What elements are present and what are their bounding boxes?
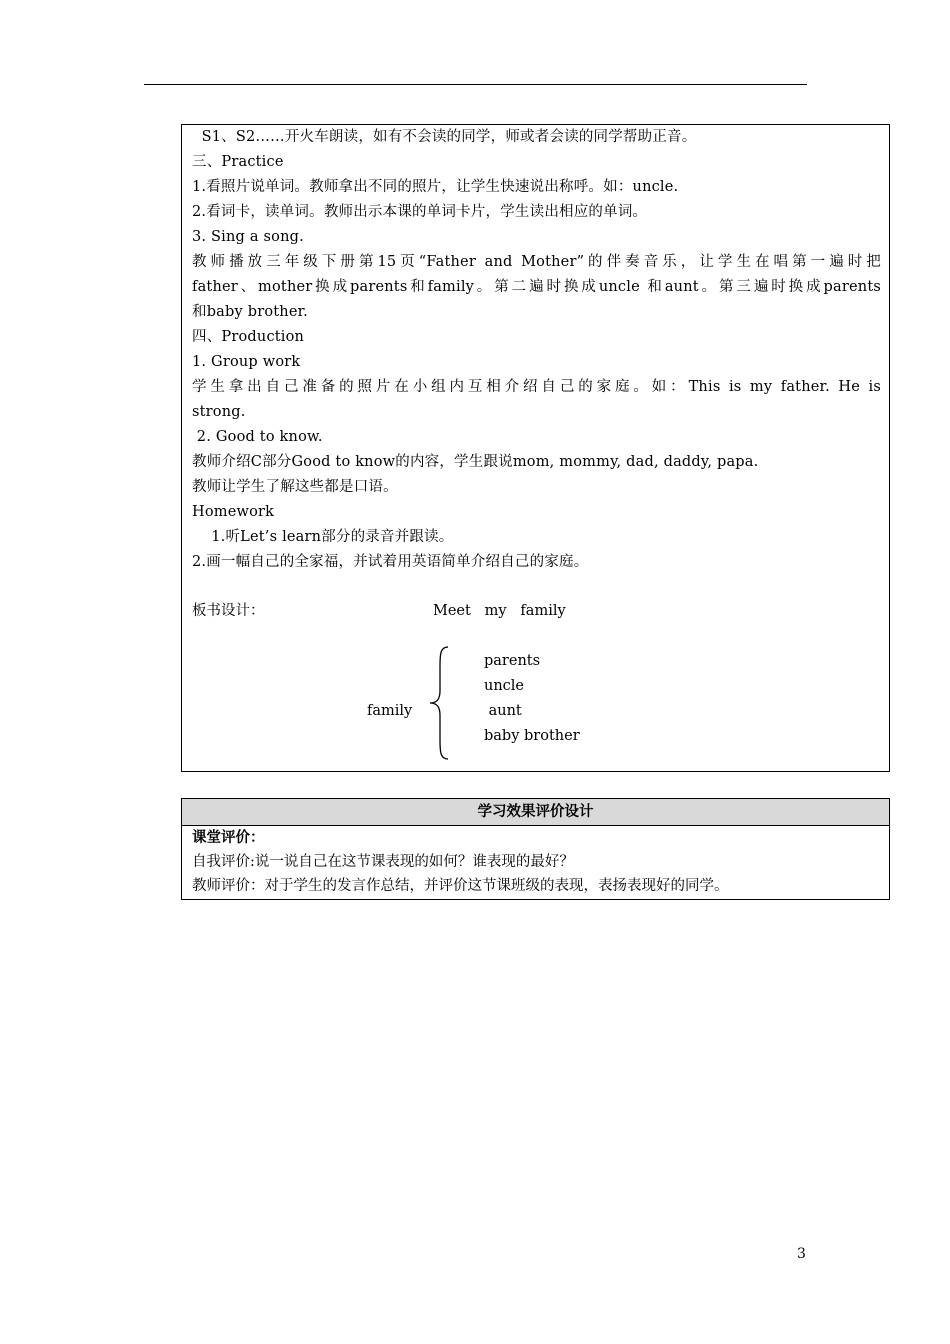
section-heading-practice: 三、Practice [192, 154, 284, 170]
text-line: father、mother换成parents和family。第二遍时换成uncle 和aunt。第三遍时换成parents [192, 279, 881, 295]
text-line: 2.看词卡，读单词。教师出示本课的单词卡片，学生读出相应的单词。 [192, 204, 648, 220]
text-line: 教师让学生了解这些都是口语。 [192, 479, 398, 495]
board-design-label: 板书设计： [192, 603, 265, 619]
lesson-procedure-box [181, 124, 890, 772]
page-number: 3 [797, 1246, 806, 1262]
section-heading-homework: Homework [192, 504, 275, 520]
board-design-title: Meet my family [433, 603, 566, 619]
board-item: baby brother [484, 728, 580, 744]
text-line: 1.看照片说单词。教师拿出不同的照片，让学生快速说出称呼。如：uncle. [192, 179, 679, 195]
text-line: 2. Good to know. [192, 429, 323, 445]
board-root-word: family [367, 703, 413, 719]
board-item: uncle [484, 678, 525, 694]
evaluation-box [181, 798, 890, 900]
text-line: 3. Sing a song. [192, 229, 304, 245]
text-line: strong. [192, 404, 246, 420]
board-item: aunt [484, 703, 522, 719]
section-heading-production: 四、Production [192, 329, 305, 345]
self-eval-text: 自我评价:说一说自己在这节课表现的如何？谁表现的最好？ [192, 854, 574, 870]
text-line: 教师播放三年级下册第15页“Father and Mother”的伴奏音乐，让学生在唱第一遍时把 [192, 254, 881, 270]
curly-brace-icon [426, 645, 452, 761]
text-line: 1.听Let’s learn部分的录音并跟读。 [192, 529, 454, 545]
classroom-eval-label: 课堂评价： [192, 829, 265, 846]
header-rule [144, 84, 807, 85]
board-item: parents [484, 653, 541, 669]
text-line: 教师介绍C部分Good to know的内容，学生跟说mom, mommy, dad, daddy, papa. [192, 454, 759, 470]
text-line: S1、S2……开火车朗读，如有不会读的同学，师或者会读的同学帮助正音。 [192, 129, 697, 145]
evaluation-title: 学习效果评价设计 [182, 799, 889, 826]
text-line: 和baby brother. [192, 304, 308, 320]
text-line: 2.画一幅自己的全家福，并试着用英语简单介绍自己的家庭。 [192, 554, 589, 570]
teacher-eval-text: 教师评价：对于学生的发言作总结，并评价这节课班级的表现，表扬表现好的同学。 [192, 878, 729, 894]
text-line: 1. Group work [192, 354, 301, 370]
text-line: 学生拿出自己准备的照片在小组内互相介绍自己的家庭。如：This is my father. He is [192, 379, 881, 395]
